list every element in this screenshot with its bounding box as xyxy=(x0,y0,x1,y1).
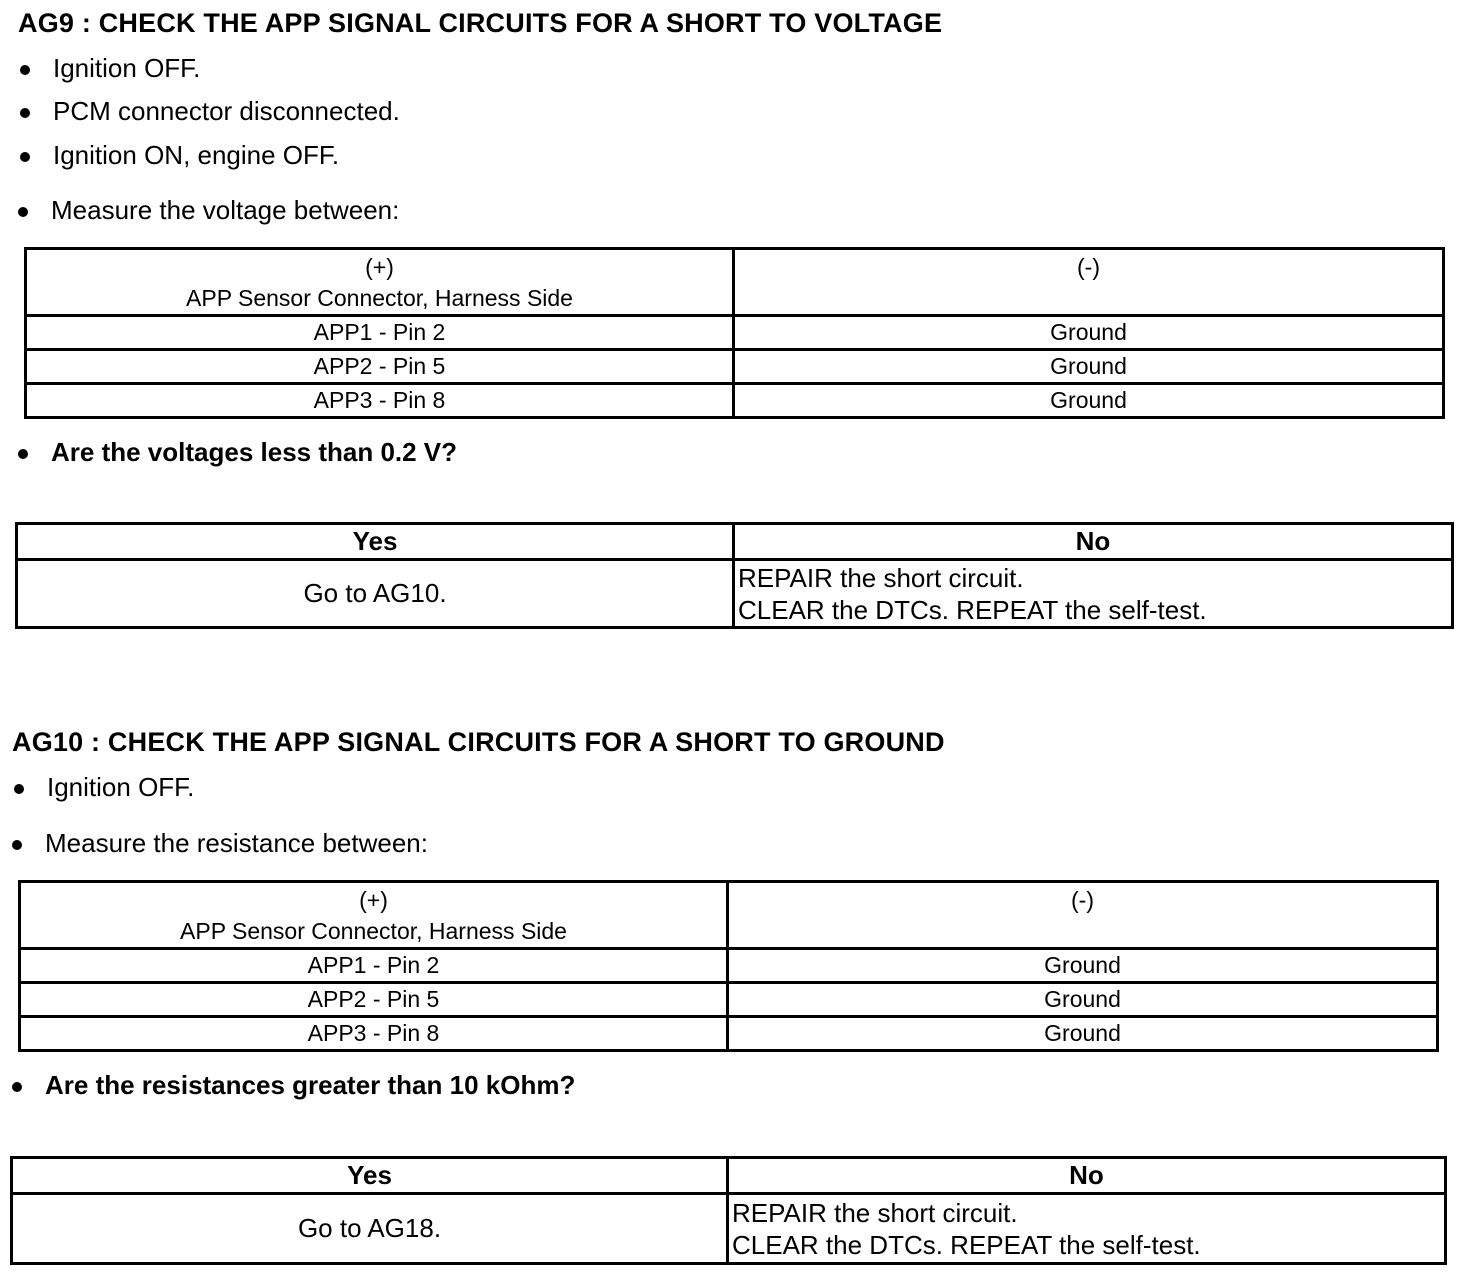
ag10-decision-table xyxy=(10,1156,1447,1265)
decision-header-row xyxy=(12,1158,1446,1194)
table-row xyxy=(26,384,1444,418)
yes-action: Go to AG18. xyxy=(12,1194,728,1264)
ag9-decision-table xyxy=(15,522,1454,629)
plus-subheader: APP Sensor Connector, Harness Side xyxy=(186,285,573,311)
minus-cell: Ground xyxy=(728,983,1438,1017)
bullet-icon xyxy=(14,784,24,794)
yes-action: Go to AG10. xyxy=(17,560,734,628)
yes-header: Yes xyxy=(17,524,734,560)
minus-header: (-) xyxy=(734,249,1444,316)
plus-cell: APP3 - Pin 8 xyxy=(20,1017,728,1051)
ag9-measure-text: Measure the voltage between: xyxy=(51,195,400,225)
ag10-step-1-text: Ignition OFF. xyxy=(47,772,195,802)
ag9-step-3-text: Ignition ON, engine OFF. xyxy=(53,140,340,170)
minus-cell: Ground xyxy=(728,949,1438,983)
no-action-cell xyxy=(734,560,1453,628)
no-header: No xyxy=(728,1158,1446,1194)
plus-cell: APP2 - Pin 5 xyxy=(26,350,734,384)
decision-header-row xyxy=(17,524,1453,560)
table-header-row xyxy=(20,882,1438,949)
ag10-question xyxy=(12,1070,772,1102)
ag10-step-1 xyxy=(14,772,614,804)
minus-cell: Ground xyxy=(734,316,1444,350)
minus-cell: Ground xyxy=(734,384,1444,418)
ag10-measure-text: Measure the resistance between: xyxy=(45,828,428,858)
ag9-step-3 xyxy=(20,140,620,172)
ag10-resistance-table xyxy=(18,880,1439,1052)
table-row xyxy=(20,949,1438,983)
plus-subheader: APP Sensor Connector, Harness Side xyxy=(180,918,567,944)
bullet-icon xyxy=(18,449,28,459)
bullet-icon xyxy=(12,840,22,850)
no-action-line-2: CLEAR the DTCs. REPEAT the self-test. xyxy=(738,594,1207,625)
decision-row xyxy=(17,560,1453,628)
ag10-question-text: Are the resistances greater than 10 kOhm? xyxy=(45,1070,576,1100)
plus-cell: APP3 - Pin 8 xyxy=(26,384,734,418)
ag9-step-2-text: PCM connector disconnected. xyxy=(53,96,400,126)
no-header: No xyxy=(734,524,1453,560)
no-action-line-2: CLEAR the DTCs. REPEAT the self-test. xyxy=(732,1229,1201,1260)
bullet-icon xyxy=(12,1082,22,1092)
table-header-row xyxy=(26,249,1444,316)
minus-cell: Ground xyxy=(728,1017,1438,1051)
ag9-step-1 xyxy=(20,53,620,85)
plus-header: (+) xyxy=(365,254,394,280)
bullet-icon xyxy=(20,65,30,75)
no-action-line-1: REPAIR the short circuit. xyxy=(738,562,1024,593)
ag9-question xyxy=(18,437,718,469)
plus-cell: APP1 - Pin 2 xyxy=(26,316,734,350)
decision-row xyxy=(12,1194,1446,1264)
no-action-cell xyxy=(728,1194,1446,1264)
plus-cell: APP1 - Pin 2 xyxy=(20,949,728,983)
minus-header: (-) xyxy=(728,882,1438,949)
ag9-question-text: Are the voltages less than 0.2 V? xyxy=(51,437,458,467)
plus-header-cell xyxy=(20,882,728,949)
yes-header: Yes xyxy=(12,1158,728,1194)
table-row xyxy=(20,983,1438,1017)
plus-header-cell xyxy=(26,249,734,316)
ag9-title: AG9 : CHECK THE APP SIGNAL CIRCUITS FOR A SHORT TO VOLTAGE xyxy=(18,8,943,38)
table-row xyxy=(20,1017,1438,1051)
ag10-measure xyxy=(12,828,612,860)
minus-cell: Ground xyxy=(734,350,1444,384)
bullet-icon xyxy=(18,207,28,217)
ag9-step-2 xyxy=(20,96,620,128)
plus-header: (+) xyxy=(359,887,388,913)
ag9-voltage-table xyxy=(24,247,1445,419)
ag9-measure xyxy=(18,195,618,227)
ag10-title: AG10 : CHECK THE APP SIGNAL CIRCUITS FOR A SHORT TO GROUND xyxy=(12,727,945,757)
ag9-step-1-text: Ignition OFF. xyxy=(53,53,201,83)
table-row xyxy=(26,316,1444,350)
plus-cell: APP2 - Pin 5 xyxy=(20,983,728,1017)
bullet-icon xyxy=(20,108,30,118)
bullet-icon xyxy=(20,152,30,162)
no-action-line-1: REPAIR the short circuit. xyxy=(732,1197,1018,1228)
table-row xyxy=(26,350,1444,384)
